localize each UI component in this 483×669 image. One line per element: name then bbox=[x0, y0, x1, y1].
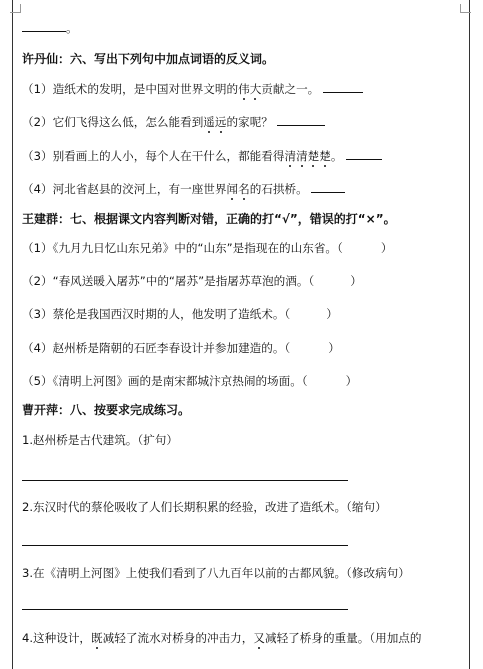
answer-blank[interactable] bbox=[346, 148, 382, 160]
dotted-char: 楚 bbox=[307, 149, 320, 163]
section-6-item-2: （2）它们飞得这么低，怎么能看到遥远的家呢？ bbox=[22, 114, 325, 129]
answer-blank[interactable] bbox=[323, 81, 363, 93]
dotted-char: 大 bbox=[249, 82, 262, 96]
dotted-char: 遥 bbox=[203, 115, 215, 129]
dotted-word bbox=[226, 182, 249, 196]
section-7-item-5: （5）《清明上河图》画的是南宋都城汴京热闹的场面。（ ） bbox=[22, 374, 358, 388]
answer-line[interactable] bbox=[22, 545, 348, 546]
dotted-word bbox=[238, 82, 261, 96]
dotted-char: 闻 bbox=[226, 182, 239, 196]
section-6-item-3: （3）别看画上的人小，每个人在干什么，都能看得清清楚楚。 bbox=[22, 148, 382, 163]
section-6-heading: 许丹仙：六、写出下列句中加点词语的反义词。 bbox=[22, 52, 275, 66]
crop-mark-right bbox=[460, 4, 471, 13]
section-8-item-2: 2.东汉时代的蔡伦吸收了人们长期积累的经验，改进了造纸术。（缩句） bbox=[22, 500, 387, 514]
answer-blank[interactable] bbox=[277, 114, 325, 126]
section-8-heading: 曹开萍：八、按要求完成练习。 bbox=[22, 403, 191, 417]
section-7-item-2: （2）“春风送暖入屠苏”中的“屠苏”是指屠苏草泡的酒。（ ） bbox=[22, 274, 362, 288]
dotted-word: 又 bbox=[253, 631, 265, 645]
top-answer-line: 。 bbox=[22, 20, 78, 35]
answer-line[interactable] bbox=[22, 609, 348, 610]
dotted-char: 清 bbox=[284, 149, 297, 163]
section-7-item-3: （3）蔡伦是我国西汉时期的人，他发明了造纸术。（ ） bbox=[22, 307, 338, 321]
answer-blank[interactable] bbox=[22, 20, 66, 32]
answer-blank[interactable] bbox=[311, 181, 345, 193]
dotted-word bbox=[284, 149, 330, 163]
section-6-item-4: （4）河北省赵县的洨河上，有一座世界闻名的石拱桥。 bbox=[22, 181, 345, 196]
dotted-char: 清 bbox=[296, 149, 308, 163]
dotted-char: 楚 bbox=[319, 149, 331, 163]
dotted-char: 远 bbox=[214, 115, 227, 129]
dotted-word: 既 bbox=[91, 631, 103, 645]
section-8-item-3: 3.在《清明上河图》上使我们看到了八九百年以前的古都风貌。（修改病句） bbox=[22, 566, 410, 580]
section-8-item-1: 1.赵州桥是古代建筑。（扩句） bbox=[22, 433, 178, 447]
section-7-item-1: （1）《九月九日忆山东兄弟》中的“山东”是指现在的山东省。（ ） bbox=[22, 241, 393, 255]
crop-mark-left bbox=[10, 4, 21, 13]
section-8-item-4: 4.这种设计，既减轻了流水对桥身的冲击力，又减轻了桥身的重量。（用加点的 bbox=[22, 631, 422, 645]
section-6-item-1: （1）造纸术的发明，是中国对世界文明的伟大贡献之一。 bbox=[22, 81, 363, 96]
answer-line[interactable] bbox=[22, 480, 348, 481]
dotted-char: 伟 bbox=[238, 82, 250, 96]
section-7-heading: 王建群：七、根据课文内容判断对错，正确的打“√”，错误的打“×”。 bbox=[22, 212, 396, 226]
section-7-item-4: （4）赵州桥是隋朝的石匠李春设计并参加建造的。（ ） bbox=[22, 341, 340, 355]
dotted-word bbox=[203, 115, 226, 129]
dotted-char: 名 bbox=[238, 182, 250, 196]
